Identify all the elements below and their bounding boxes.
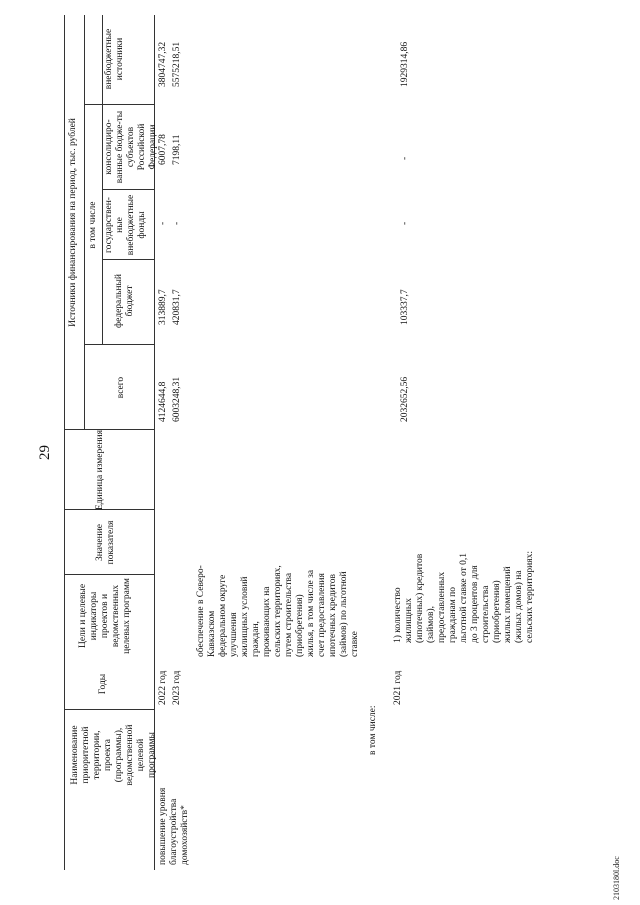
subrow-extra: 1929314,86 bbox=[400, 41, 410, 87]
header-years: Годы bbox=[98, 673, 108, 695]
col-sep-6 bbox=[102, 259, 154, 260]
footer-code: 2103180l.doc bbox=[612, 856, 621, 900]
header-incl: в том числе bbox=[88, 201, 98, 249]
incl-sub-line bbox=[102, 15, 103, 345]
row-federal-2022: 313889,7 bbox=[158, 289, 168, 325]
row-statefunds-2022: - bbox=[158, 221, 168, 225]
header-federal: федеральный бюджет bbox=[114, 274, 135, 328]
row-year-2023: 2023 год bbox=[172, 670, 182, 705]
header-extra: внебюджетные источники bbox=[104, 28, 125, 90]
row-regional-2023: 7198,11 bbox=[172, 134, 182, 165]
incl-label: в том числе: bbox=[368, 705, 378, 755]
header-sources: Источники финансирования на период, тыс. рублей bbox=[68, 118, 78, 327]
goal-text: обеспечение в Северо-Кавказском федеральном округе улучшения жилищных условий граждан, проживающих на сельских территориях, путем строительства (приобретения) жилья, в том числе за счет предоставления ипотечных кредитов (займов) по льготной ставке bbox=[196, 565, 360, 657]
col-sep-7 bbox=[102, 189, 154, 190]
subrow-federal: 103337,7 bbox=[400, 289, 410, 325]
header-name: Наименование приоритетной территории, проекта (программы), ведомственной целевой программы bbox=[70, 724, 157, 786]
row-total-2022: 4124644,8 bbox=[158, 381, 168, 422]
col-sep-4 bbox=[64, 429, 154, 430]
subrow-total: 2032652,56 bbox=[400, 376, 410, 422]
header-goals: Цели и целевые индикаторы проектов и ведомственных целевых программ bbox=[78, 578, 132, 654]
sources-sub-line bbox=[84, 15, 85, 430]
subrow-text: 1) количество жилищных (ипотечных) кредитов (займов), предоставленных гражданам по льготной ставке от 0,1 до 3 процентов для строительства (приобретения) жилых помещений (жилых домов) на сельских территориях: bbox=[393, 551, 535, 643]
col-sep-1 bbox=[64, 709, 154, 710]
header-total: всего bbox=[116, 376, 126, 399]
row-total-2023: 6003248,31 bbox=[172, 376, 182, 422]
row-regional-2022: 6007,78 bbox=[158, 134, 168, 165]
page-number: 29 bbox=[37, 445, 53, 460]
program-name: повышение уровня благоустройства домохозяйств* bbox=[158, 787, 190, 865]
row-extra-2022: 3804747,32 bbox=[158, 41, 168, 87]
row-statefunds-2023: - bbox=[172, 221, 182, 225]
row-federal-2023: 420831,7 bbox=[172, 289, 182, 325]
row-extra-2023: 5575218,51 bbox=[172, 41, 182, 87]
header-state-funds: государствен-ные внебюджетные фонды bbox=[104, 194, 147, 256]
header-regional: консолидиро-ванные бюдже-ты субъектов Российской Федерации bbox=[104, 110, 158, 184]
subrow-year: 2021 год bbox=[393, 670, 403, 705]
subrow-regional: - bbox=[400, 156, 410, 160]
header-value: Значение показателя bbox=[95, 520, 116, 565]
row-year-2022: 2022 год bbox=[158, 670, 168, 705]
subrow-statefunds: - bbox=[400, 221, 410, 225]
header-unit: Единица измерения bbox=[95, 430, 105, 510]
table-top-line bbox=[64, 15, 65, 870]
